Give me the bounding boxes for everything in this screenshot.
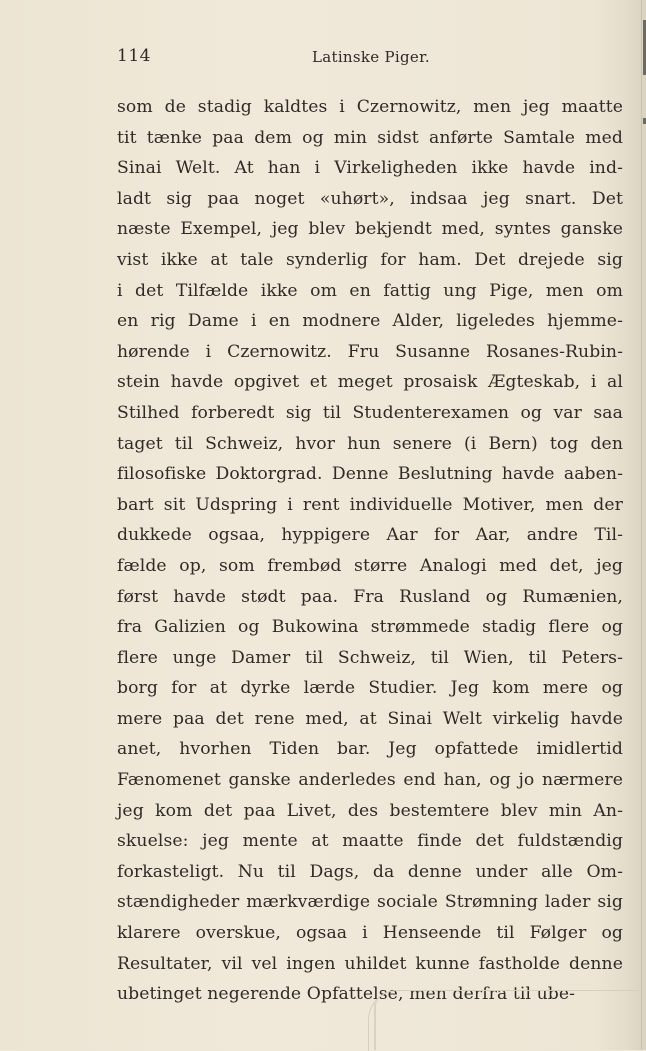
- text-line: bart sit Udspring i rent individuelle Motiver, men der: [117, 494, 623, 515]
- text-line: Fænomenet ganske anderledes end han, og jo nærmere: [117, 770, 623, 791]
- text-line: flere unge Damer til Schweiz, til Wien, til Peters-: [117, 647, 623, 668]
- text-line: stein havde opgivet et meget prosaisk Ægteskab, i al: [117, 372, 623, 393]
- text-line: Sinai Welt. At han i Virkeligheden ikke havde ind-: [117, 158, 623, 179]
- text-line: Resultater, vil vel ingen uhildet kunne fastholde denne: [117, 953, 623, 974]
- text-line: en rig Dame i en modnere Alder, ligeledes hjemme-: [117, 311, 623, 332]
- page-edge: [641, 0, 642, 1050]
- text-line: dukkede ogsaa, hyppigere Aar for Aar, andre Til-: [117, 525, 623, 546]
- text-line: som de stadig kaldtes i Czernowitz, men jeg maatte: [117, 97, 623, 117]
- text-line: først havde stødt paa. Fra Rusland og Rumænien,: [117, 586, 623, 607]
- text-line: tit tænke paa dem og min sidst anførte Samtale med: [117, 127, 623, 148]
- text-line: hørende i Czernowitz. Fru Susanne Rosanes-Rubin-: [117, 341, 623, 362]
- text-line: næste Exempel, jeg blev bekjendt med, syntes ganske: [117, 219, 623, 240]
- text-line: borg for at dyrke lærde Studier. Jeg kom mere og: [117, 678, 623, 699]
- text-line: jeg kom det paa Livet, des bestemtere blev min An-: [117, 800, 623, 821]
- text-line: stændigheder mærkværdige sociale Strømning lader sig: [117, 892, 623, 913]
- text-line: Stilhed forberedt sig til Studenterexamen og var saa: [117, 402, 623, 423]
- text-line: fælde op, som frembød større Analogi med det, jeg: [117, 555, 623, 576]
- text-line: forkasteligt. Nu til Dags, da denne under alle Om-: [117, 861, 623, 882]
- body-text: [117, 92, 623, 1010]
- running-title: Latinske Piger.: [312, 48, 430, 66]
- text-line: i det Tilfælde ikke om en fattig ung Pige, men om: [117, 280, 623, 301]
- text-line: anet, hvorhen Tiden bar. Jeg opfattede imidlertid: [117, 739, 623, 760]
- page-number: 114: [117, 46, 151, 66]
- text-line: taget til Schweiz, hvor hun senere (i Bern) tog den: [117, 433, 623, 454]
- paper-fold-mark: [374, 1000, 384, 1050]
- text-line: mere paa det rene med, at Sinai Welt virkelig havde: [117, 708, 623, 729]
- paper-fold-mark: [368, 990, 639, 1051]
- text-line: filosofiske Doktorgrad. Denne Beslutning havde aaben-: [117, 464, 623, 485]
- text-line: ubetinget negerende Opfattelse, men derfra til ube-: [117, 984, 576, 1005]
- text-line: fra Galizien og Bukowina strømmede stadig flere og: [117, 617, 623, 638]
- page-header: [117, 46, 557, 76]
- text-line: ladt sig paa noget «uhørt», indsaa jeg snart. Det: [117, 188, 623, 209]
- text-line: skuelse: jeg mente at maatte finde det fuldstændig: [117, 831, 623, 852]
- text-line: klarere overskue, ogsaa i Henseende til Følger og: [117, 923, 623, 944]
- text-line: vist ikke at tale synderlig for ham. Det drejede sig: [117, 249, 623, 270]
